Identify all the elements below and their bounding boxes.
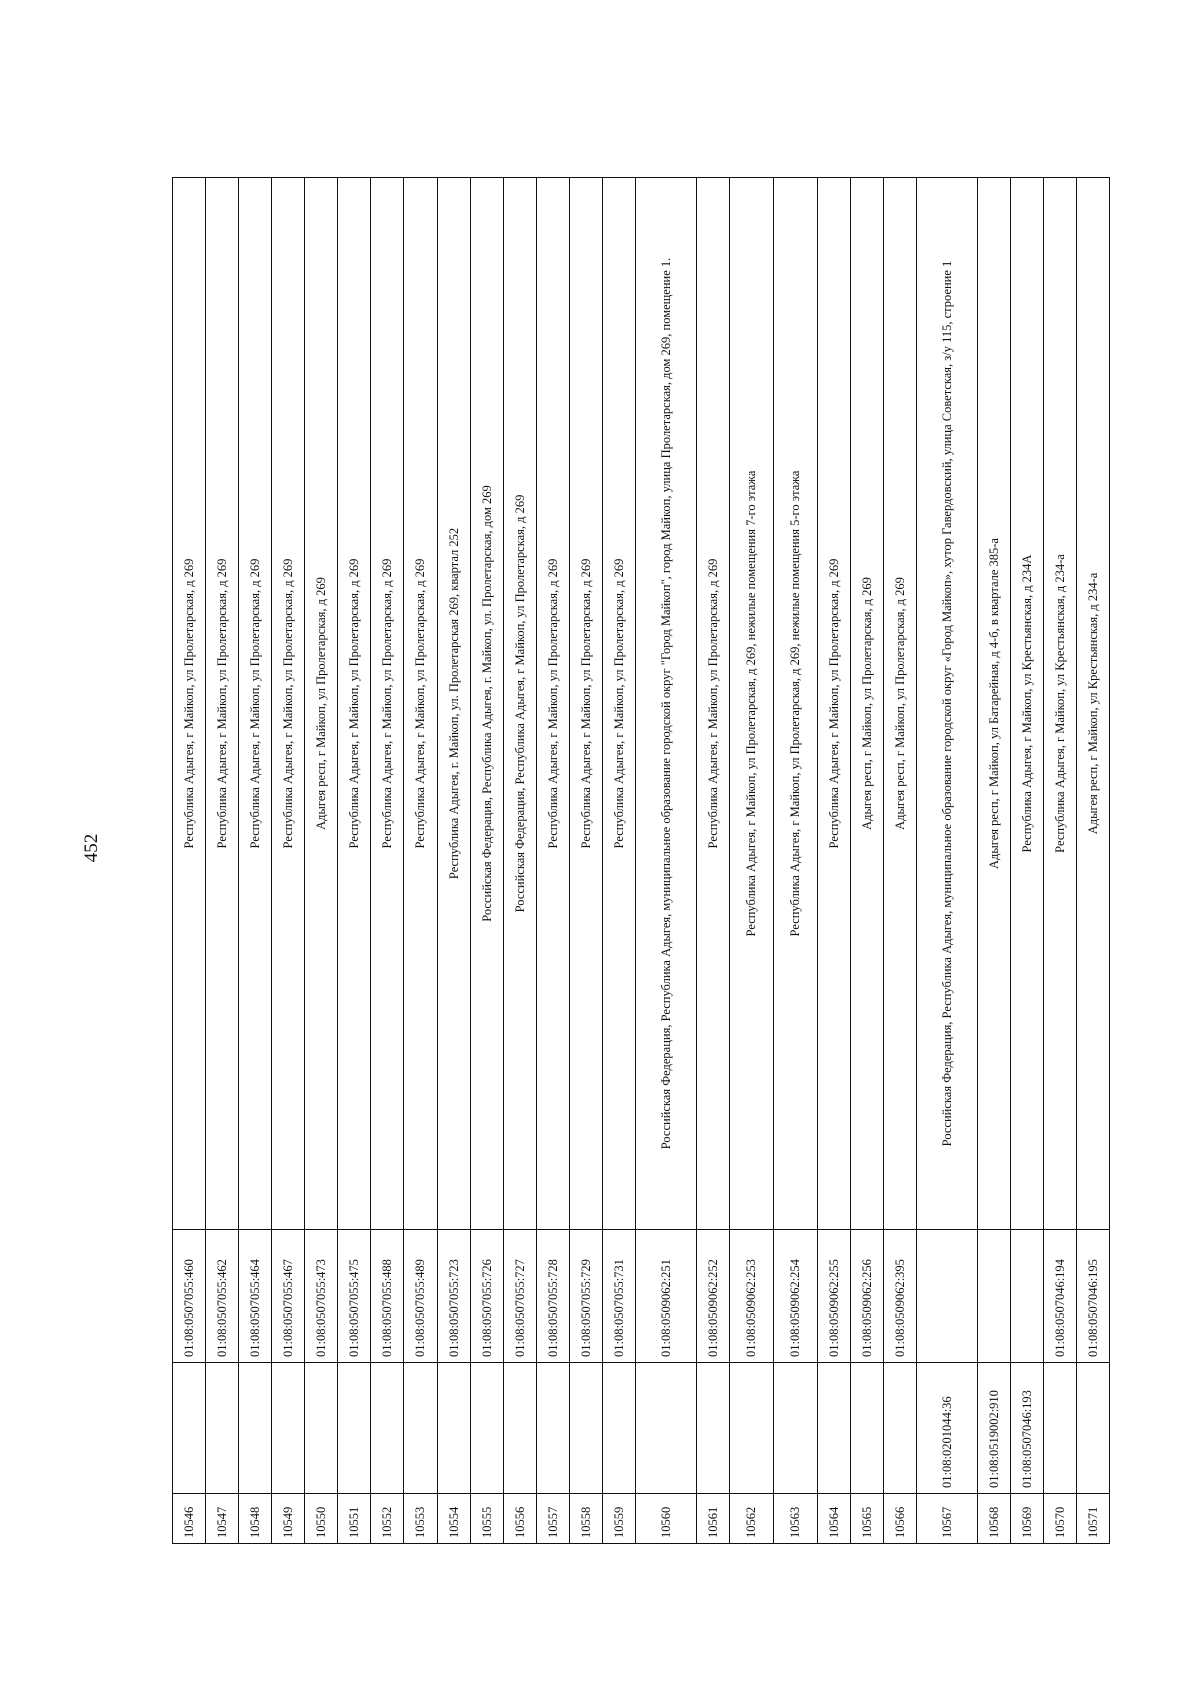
address-cell: Республика Адыгея, г Майкоп, ул Пролетарская, д 269 — [536, 178, 569, 1230]
table-row — [239, 178, 272, 1544]
cadastral-number-cell: 01:08:0507055:464 — [239, 1230, 272, 1363]
cadastral-number-cell: 01:08:0507055:726 — [470, 1230, 503, 1363]
table-row — [729, 178, 773, 1544]
cadastral-number-cell: 01:08:0507055:473 — [305, 1230, 338, 1363]
row-number-cell: 10562 — [729, 1494, 773, 1544]
address-cell: Республика Адыгея, г Майкоп, ул Пролетарская, д 269, нежилые помещения 7-го этажа — [729, 178, 773, 1230]
registry-table-container — [172, 178, 1110, 1544]
previous-cadastral-number-cell — [404, 1363, 437, 1494]
cadastral-number-cell: 01:08:0507055:727 — [503, 1230, 536, 1363]
registry-table — [172, 177, 1110, 1544]
previous-cadastral-number-cell: 01:08:0507046:193 — [1010, 1363, 1043, 1494]
table-row — [536, 178, 569, 1544]
cadastral-number-cell: 01:08:0507046:194 — [1043, 1230, 1076, 1363]
table-row — [503, 178, 536, 1544]
table-row — [173, 178, 206, 1544]
table-row — [977, 178, 1010, 1544]
cadastral-number-cell: 01:08:0507055:731 — [602, 1230, 635, 1363]
table-row — [696, 178, 729, 1544]
address-cell: Республика Адыгея, г Майкоп, ул Пролетарская, д 269 — [338, 178, 371, 1230]
previous-cadastral-number-cell — [817, 1363, 850, 1494]
cadastral-number-cell: 01:08:0507055:460 — [173, 1230, 206, 1363]
address-cell: Адыгея респ, г Майкоп, ул Пролетарская, д 269 — [883, 178, 916, 1230]
previous-cadastral-number-cell — [635, 1363, 696, 1494]
cadastral-number-cell: 01:08:0507055:475 — [338, 1230, 371, 1363]
previous-cadastral-number-cell — [1076, 1363, 1109, 1494]
row-number-cell: 10553 — [404, 1494, 437, 1544]
cadastral-number-cell: 01:08:0507055:467 — [272, 1230, 305, 1363]
previous-cadastral-number-cell — [272, 1363, 305, 1494]
previous-cadastral-number-cell — [536, 1363, 569, 1494]
table-row — [602, 178, 635, 1544]
row-number-cell: 10565 — [850, 1494, 883, 1544]
cadastral-number-cell: 01:08:0507046:195 — [1076, 1230, 1109, 1363]
address-cell: Республика Адыгея, г Майкоп, ул Пролетарская, д 269 — [371, 178, 404, 1230]
row-number-cell: 10568 — [977, 1494, 1010, 1544]
previous-cadastral-number-cell — [883, 1363, 916, 1494]
previous-cadastral-number-cell — [773, 1363, 817, 1494]
address-cell: Адыгея респ, г Майкоп, ул Батарейная, д 4-б, в квартале 385-а — [977, 178, 1010, 1230]
address-cell: Республика Адыгея, г Майкоп, ул Пролетарская, д 269 — [239, 178, 272, 1230]
row-number-cell: 10548 — [239, 1494, 272, 1544]
row-number-cell: 10561 — [696, 1494, 729, 1544]
row-number-cell: 10554 — [437, 1494, 470, 1544]
address-cell: Российская Федерация, Республика Адыгея, муниципальное образование городской округ "Город Майкоп", город Майкоп, улица Пролетарская, дом 269, помещение 1. — [635, 178, 696, 1230]
row-number-cell: 10566 — [883, 1494, 916, 1544]
previous-cadastral-number-cell — [569, 1363, 602, 1494]
address-cell: Республика Адыгея, г. Майкоп, ул. Пролетарская 269, квартал 252 — [437, 178, 470, 1230]
address-cell: Адыгея респ, г Майкоп, ул Крестьянская, д 234-а — [1076, 178, 1109, 1230]
previous-cadastral-number-cell — [437, 1363, 470, 1494]
cadastral-number-cell — [977, 1230, 1010, 1363]
address-cell: Российская Федерация, Республика Адыгея, г. Майкоп, ул. Пролетарская, дом 269 — [470, 178, 503, 1230]
row-number-cell: 10558 — [569, 1494, 602, 1544]
table-row — [883, 178, 916, 1544]
address-cell: Республика Адыгея, г Майкоп, ул Пролетарская, д 269 — [272, 178, 305, 1230]
table-row — [305, 178, 338, 1544]
cadastral-number-cell — [916, 1230, 977, 1363]
table-row — [569, 178, 602, 1544]
table-row — [1076, 178, 1109, 1544]
cadastral-number-cell — [1010, 1230, 1043, 1363]
address-cell: Республика Адыгея, г Майкоп, ул Пролетарская, д 269 — [404, 178, 437, 1230]
row-number-cell: 10571 — [1076, 1494, 1109, 1544]
previous-cadastral-number-cell — [206, 1363, 239, 1494]
previous-cadastral-number-cell — [696, 1363, 729, 1494]
cadastral-number-cell: 01:08:0509062:255 — [817, 1230, 850, 1363]
address-cell: Республика Адыгея, г Майкоп, ул Пролетарская, д 269 — [602, 178, 635, 1230]
registry-table-body — [173, 178, 1110, 1544]
row-number-cell: 10549 — [272, 1494, 305, 1544]
cadastral-number-cell: 01:08:0507055:462 — [206, 1230, 239, 1363]
table-row — [371, 178, 404, 1544]
table-row — [206, 178, 239, 1544]
previous-cadastral-number-cell: 01:08:0201044:36 — [916, 1363, 977, 1494]
cadastral-number-cell: 01:08:0507055:489 — [404, 1230, 437, 1363]
previous-cadastral-number-cell — [371, 1363, 404, 1494]
row-number-cell: 10556 — [503, 1494, 536, 1544]
table-row — [272, 178, 305, 1544]
row-number-cell: 10567 — [916, 1494, 977, 1544]
previous-cadastral-number-cell — [470, 1363, 503, 1494]
address-cell: Российская Федерация, Республика Адыгея, г Майкоп, ул Пролетарская, д 269 — [503, 178, 536, 1230]
table-row — [470, 178, 503, 1544]
cadastral-number-cell: 01:08:0509062:251 — [635, 1230, 696, 1363]
previous-cadastral-number-cell — [338, 1363, 371, 1494]
previous-cadastral-number-cell — [850, 1363, 883, 1494]
address-cell: Республика Адыгея, г Майкоп, ул Пролетарская, д 269 — [569, 178, 602, 1230]
address-cell: Республика Адыгея, г Майкоп, ул Крестьянская, д 234-а — [1043, 178, 1076, 1230]
row-number-cell: 10559 — [602, 1494, 635, 1544]
address-cell: Республика Адыгея, г Майкоп, ул Крестьянская, д 234А — [1010, 178, 1043, 1230]
cadastral-number-cell: 01:08:0507055:729 — [569, 1230, 602, 1363]
row-number-cell: 10563 — [773, 1494, 817, 1544]
previous-cadastral-number-cell — [729, 1363, 773, 1494]
cadastral-number-cell: 01:08:0509062:253 — [729, 1230, 773, 1363]
row-number-cell: 10569 — [1010, 1494, 1043, 1544]
row-number-cell: 10551 — [338, 1494, 371, 1544]
cadastral-number-cell: 01:08:0509062:252 — [696, 1230, 729, 1363]
cadastral-number-cell: 01:08:0507055:723 — [437, 1230, 470, 1363]
table-row — [773, 178, 817, 1544]
table-row — [437, 178, 470, 1544]
previous-cadastral-number-cell — [305, 1363, 338, 1494]
table-row — [338, 178, 371, 1544]
cadastral-number-cell: 01:08:0507055:488 — [371, 1230, 404, 1363]
table-row — [817, 178, 850, 1544]
table-row — [1043, 178, 1076, 1544]
address-cell: Республика Адыгея, г Майкоп, ул Пролетарская, д 269 — [696, 178, 729, 1230]
address-cell: Республика Адыгея, г Майкоп, ул Пролетарская, д 269 — [206, 178, 239, 1230]
table-row — [1010, 178, 1043, 1544]
previous-cadastral-number-cell — [173, 1363, 206, 1494]
previous-cadastral-number-cell — [239, 1363, 272, 1494]
address-cell: Адыгея респ, г Майкоп, ул Пролетарская, д 269 — [305, 178, 338, 1230]
row-number-cell: 10547 — [206, 1494, 239, 1544]
table-row — [916, 178, 977, 1544]
previous-cadastral-number-cell — [1043, 1363, 1076, 1494]
row-number-cell: 10564 — [817, 1494, 850, 1544]
row-number-cell: 10552 — [371, 1494, 404, 1544]
row-number-cell: 10550 — [305, 1494, 338, 1544]
cadastral-number-cell: 01:08:0509062:254 — [773, 1230, 817, 1363]
address-cell: Республика Адыгея, г Майкоп, ул Пролетарская, д 269, нежилые помещения 5-го этажа — [773, 178, 817, 1230]
address-cell: Адыгея респ, г Майкоп, ул Пролетарская, д 269 — [850, 178, 883, 1230]
previous-cadastral-number-cell — [503, 1363, 536, 1494]
previous-cadastral-number-cell: 01:08:0519002:910 — [977, 1363, 1010, 1494]
table-row — [404, 178, 437, 1544]
address-cell: Российская Федерация, Республика Адыгея, муниципальное образование городской округ «Город Майкоп», хутор Гавердовский, улица Советская, з/у 115, строение 1 — [916, 178, 977, 1230]
page-number: 452 — [81, 833, 102, 863]
address-cell: Республика Адыгея, г Майкоп, ул Пролетарская, д 269 — [817, 178, 850, 1230]
row-number-cell: 10570 — [1043, 1494, 1076, 1544]
table-row — [850, 178, 883, 1544]
row-number-cell: 10557 — [536, 1494, 569, 1544]
row-number-cell: 10555 — [470, 1494, 503, 1544]
row-number-cell: 10560 — [635, 1494, 696, 1544]
cadastral-number-cell: 01:08:0509062:395 — [883, 1230, 916, 1363]
previous-cadastral-number-cell — [602, 1363, 635, 1494]
cadastral-number-cell: 01:08:0507055:728 — [536, 1230, 569, 1363]
table-row — [635, 178, 696, 1544]
address-cell: Республика Адыгея, г Майкоп, ул Пролетарская, д 269 — [173, 178, 206, 1230]
cadastral-number-cell: 01:08:0509062:256 — [850, 1230, 883, 1363]
row-number-cell: 10546 — [173, 1494, 206, 1544]
